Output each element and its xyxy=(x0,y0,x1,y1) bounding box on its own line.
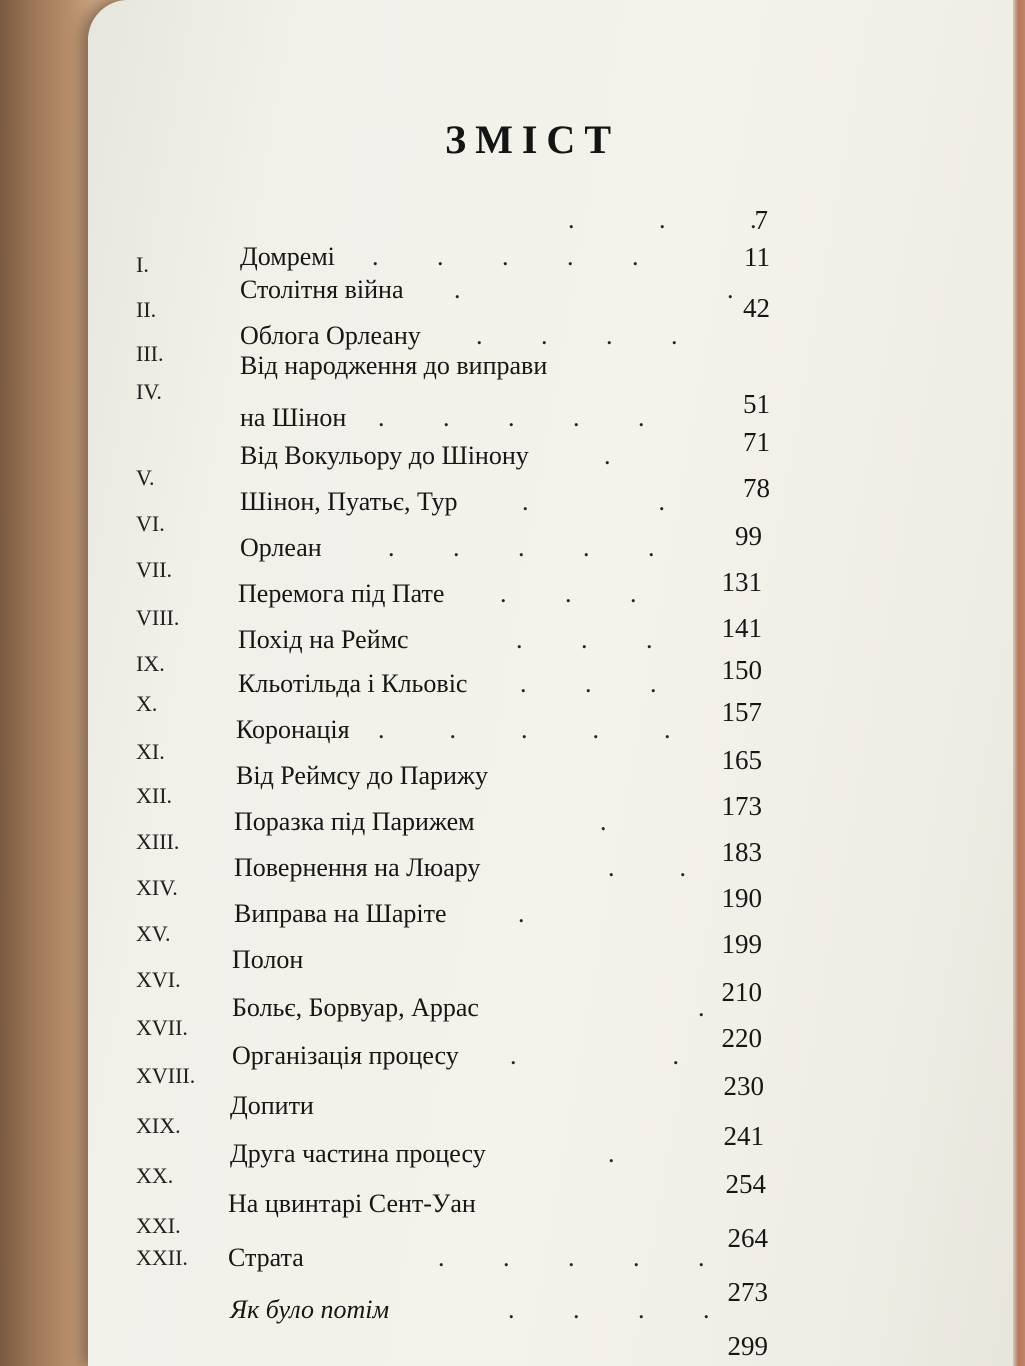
leader-dots: . . . . . xyxy=(378,715,671,744)
page-number: 299 xyxy=(727,1331,768,1361)
page-number: 150 xyxy=(721,655,762,685)
page-number: 11 xyxy=(744,242,770,272)
leader-dots: . . . . . xyxy=(378,403,645,432)
chapter-title: Орлеан xyxy=(240,533,322,562)
leader-dots: . xyxy=(518,899,525,928)
toc-row xyxy=(88,756,1025,821)
leader-dots: . . . . . xyxy=(388,533,655,562)
chapter-number: XIV. xyxy=(136,875,178,900)
toc-row xyxy=(88,1238,1025,1307)
chapter-title: Виправа на Шаріте xyxy=(234,899,447,928)
page-number: 230 xyxy=(723,1071,764,1101)
toc-row xyxy=(88,270,1025,323)
chapter-number: II. xyxy=(136,297,157,322)
toc-row xyxy=(88,1290,1025,1361)
table-of-contents xyxy=(88,0,1025,1366)
chapter-title: Шінон, Пуатьє, Тур xyxy=(240,487,458,516)
page-number: 241 xyxy=(723,1121,764,1151)
chapter-number: IV. xyxy=(136,379,162,404)
toc-row xyxy=(88,1184,1025,1253)
page-number: 7 xyxy=(754,205,768,235)
leader-dots: . . . xyxy=(516,625,653,654)
page-number: 157 xyxy=(721,697,762,727)
chapter-title: Допити xyxy=(230,1091,314,1120)
page-number: 99 xyxy=(735,521,762,551)
chapter-number: XII. xyxy=(136,783,173,808)
chapter-title: Перемога під Пате xyxy=(238,579,445,608)
toc-row xyxy=(88,848,1025,913)
chapter-number: XXII. xyxy=(136,1245,188,1270)
page-number: 183 xyxy=(721,837,762,867)
page-number: 273 xyxy=(727,1277,768,1307)
chapter-title: Як було потім xyxy=(230,1295,390,1324)
leader-dots: . . . xyxy=(500,579,637,608)
toc-row xyxy=(88,988,1025,1053)
chapter-number: X. xyxy=(136,691,158,716)
page-number: 71 xyxy=(743,427,770,457)
chapter-number: VIII. xyxy=(136,605,180,630)
leader-dots: . . . xyxy=(568,205,757,234)
chapter-number: XVI. xyxy=(136,967,181,992)
chapter-title: Домремі xyxy=(240,242,335,271)
chapter-title: Друга частина процесу xyxy=(230,1139,486,1168)
page-number: 220 xyxy=(721,1023,762,1053)
toc-row xyxy=(88,1036,1025,1101)
chapter-title: Організація процесу xyxy=(232,1041,459,1070)
leader-dots: . . . . . xyxy=(438,1243,705,1272)
leader-dots: . xyxy=(608,1139,615,1168)
toc-row xyxy=(88,940,1025,1007)
chapter-title: на Шінон xyxy=(240,403,347,432)
leader-dots: . . xyxy=(522,487,665,516)
chapter-title: На цвинтарі Сент-Уан xyxy=(228,1189,476,1218)
leader-dots: . . . . xyxy=(508,1295,710,1324)
leader-dots: . . xyxy=(608,853,686,882)
chapter-title: Столітня війна xyxy=(240,275,404,304)
page-number: 51 xyxy=(743,389,770,419)
chapter-number: XI. xyxy=(136,739,165,764)
page-number: 173 xyxy=(721,791,762,821)
chapter-number: XV. xyxy=(136,921,171,946)
chapter-number: VI. xyxy=(136,511,165,536)
chapter-number: I. xyxy=(136,252,149,277)
leader-dots: . . . . xyxy=(476,321,678,350)
toc-row xyxy=(88,200,1025,240)
leader-dots: . . xyxy=(454,275,734,304)
page-number: 165 xyxy=(721,745,762,775)
chapter-title: Страта xyxy=(228,1243,304,1272)
chapter-number: III. xyxy=(136,341,164,366)
chapter-number: XIII. xyxy=(136,829,180,854)
chapter-title: Больє, Борвуар, Аррас xyxy=(232,993,479,1022)
chapter-title: Поразка під Парижем xyxy=(234,807,475,836)
chapter-title: Від Вокульору до Шінону xyxy=(240,441,529,470)
chapter-title: Коронація xyxy=(236,715,350,744)
chapter-title: Від народження до виправи xyxy=(240,351,548,380)
chapter-number: IX. xyxy=(136,651,165,676)
chapter-number: V. xyxy=(136,465,155,490)
page-number: 78 xyxy=(743,473,770,503)
chapter-number: XXI. xyxy=(136,1213,181,1238)
toc-row xyxy=(88,1134,1025,1199)
chapter-number: XIX. xyxy=(136,1113,181,1138)
page-number: 264 xyxy=(727,1223,768,1253)
chapter-number: XX. xyxy=(136,1163,174,1188)
toc-row xyxy=(88,710,1025,775)
chapter-title: Кльотільда і Кльовіс xyxy=(238,669,468,698)
page-number: 210 xyxy=(721,977,762,1007)
leader-dots: . xyxy=(698,993,705,1022)
chapter-title: Похід на Реймс xyxy=(238,625,409,654)
chapter-title: Повернення на Люару xyxy=(234,853,481,882)
book-page xyxy=(88,0,1025,1366)
chapter-number: VII. xyxy=(136,557,173,582)
toc-row xyxy=(88,894,1025,959)
toc-row xyxy=(88,664,1025,727)
leader-dots: . . . xyxy=(520,669,657,698)
leader-dots: . xyxy=(604,441,611,470)
page-number: 199 xyxy=(721,929,762,959)
leader-dots: . xyxy=(600,807,607,836)
toc-row xyxy=(88,1086,1025,1151)
chapter-title: Облога Орлеану xyxy=(240,321,421,350)
chapter-number: XVII. xyxy=(136,1015,188,1040)
page-title: ЗМІСТ xyxy=(445,117,620,162)
chapter-title: Полон xyxy=(232,945,304,974)
page-number: 42 xyxy=(743,293,770,323)
leader-dots: . . xyxy=(510,1041,679,1070)
page-number: 131 xyxy=(721,567,762,597)
leader-dots: . . . . . xyxy=(372,242,639,271)
page-number: 190 xyxy=(721,883,762,913)
chapter-number: XVIII. xyxy=(136,1063,196,1088)
page-number: 254 xyxy=(725,1169,766,1199)
toc-row xyxy=(88,802,1025,867)
page-number: 141 xyxy=(721,613,762,643)
chapter-title: Від Реймсу до Парижу xyxy=(236,761,488,790)
